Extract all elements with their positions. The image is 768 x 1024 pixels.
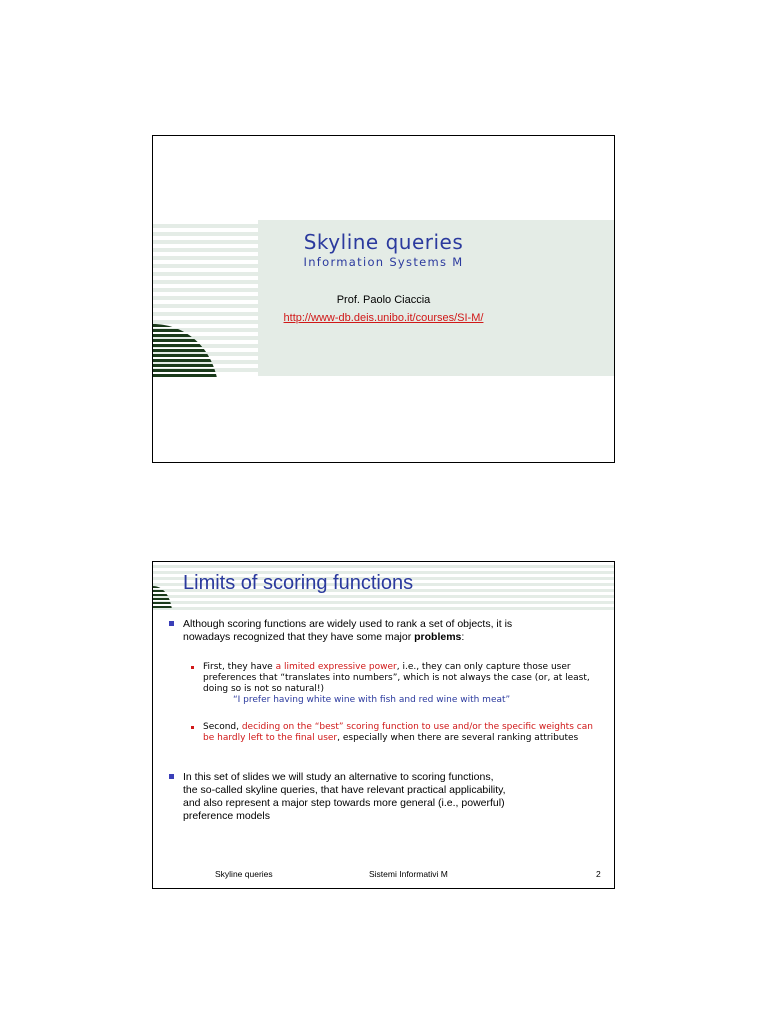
title-slide [152, 135, 615, 463]
decorative-arc-icon [153, 324, 219, 378]
slide-title: Limits of scoring functions [183, 572, 414, 594]
bullet-text-line: the so-called skyline queries, that have relevant practical applicability, [183, 784, 506, 796]
bullet-text [183, 771, 583, 823]
sub-bullet-icon [191, 726, 194, 729]
highlight-text: a limited expressive power [275, 662, 397, 672]
bullet-text-line: preference models [183, 810, 270, 822]
sub-bullet-text [203, 662, 603, 706]
highlight-text: deciding on the “best” scoring function to use and/or the specific weights can be hardly left to the final user [203, 722, 593, 743]
footer-center: Sistemi Informativi M [369, 869, 448, 879]
quote-text: “I prefer having white wine with fish and red wine with meat” [233, 695, 511, 705]
sub-bullet-text [203, 722, 603, 744]
sub-text: , i.e., they can only capture those user preferences that “translates into numbers”, which is not always the case (or, at least, doing so is not so natural!) [203, 662, 590, 694]
bullet-text-end: : [461, 631, 465, 643]
bullet-text-line: nowadays recognized that they have some major [183, 631, 415, 643]
decorative-arc-icon [153, 586, 173, 610]
sub-text: Second, [203, 722, 242, 732]
sub-bullet-icon [191, 666, 194, 669]
bold-keyword: problems [414, 631, 462, 643]
bullet-text-line: Although scoring functions are widely used to rank a set of objects, it is [183, 618, 513, 630]
slide-subtitle: Information Systems M [303, 255, 464, 269]
sub-text: First, they have [203, 662, 276, 672]
footer-left: Skyline queries [215, 869, 273, 879]
bullet-square-icon [169, 774, 174, 779]
sub-text: , especially when there are several ranking attributes [337, 733, 579, 743]
slide-title: Skyline queries [303, 230, 464, 254]
course-link[interactable]: http://www-db.deis.unibo.it/courses/SI-M/ [283, 312, 484, 324]
bullet-square-icon [169, 621, 174, 626]
page-number: 2 [596, 869, 601, 879]
bullet-text-line: In this set of slides we will study an alternative to scoring functions, [183, 771, 494, 783]
bullet-text-line: and also represent a major step towards more general (i.e., powerful) [183, 797, 505, 809]
content-slide [152, 561, 615, 889]
author-name: Prof. Paolo Ciaccia [336, 294, 431, 306]
bullet-text [183, 618, 583, 644]
